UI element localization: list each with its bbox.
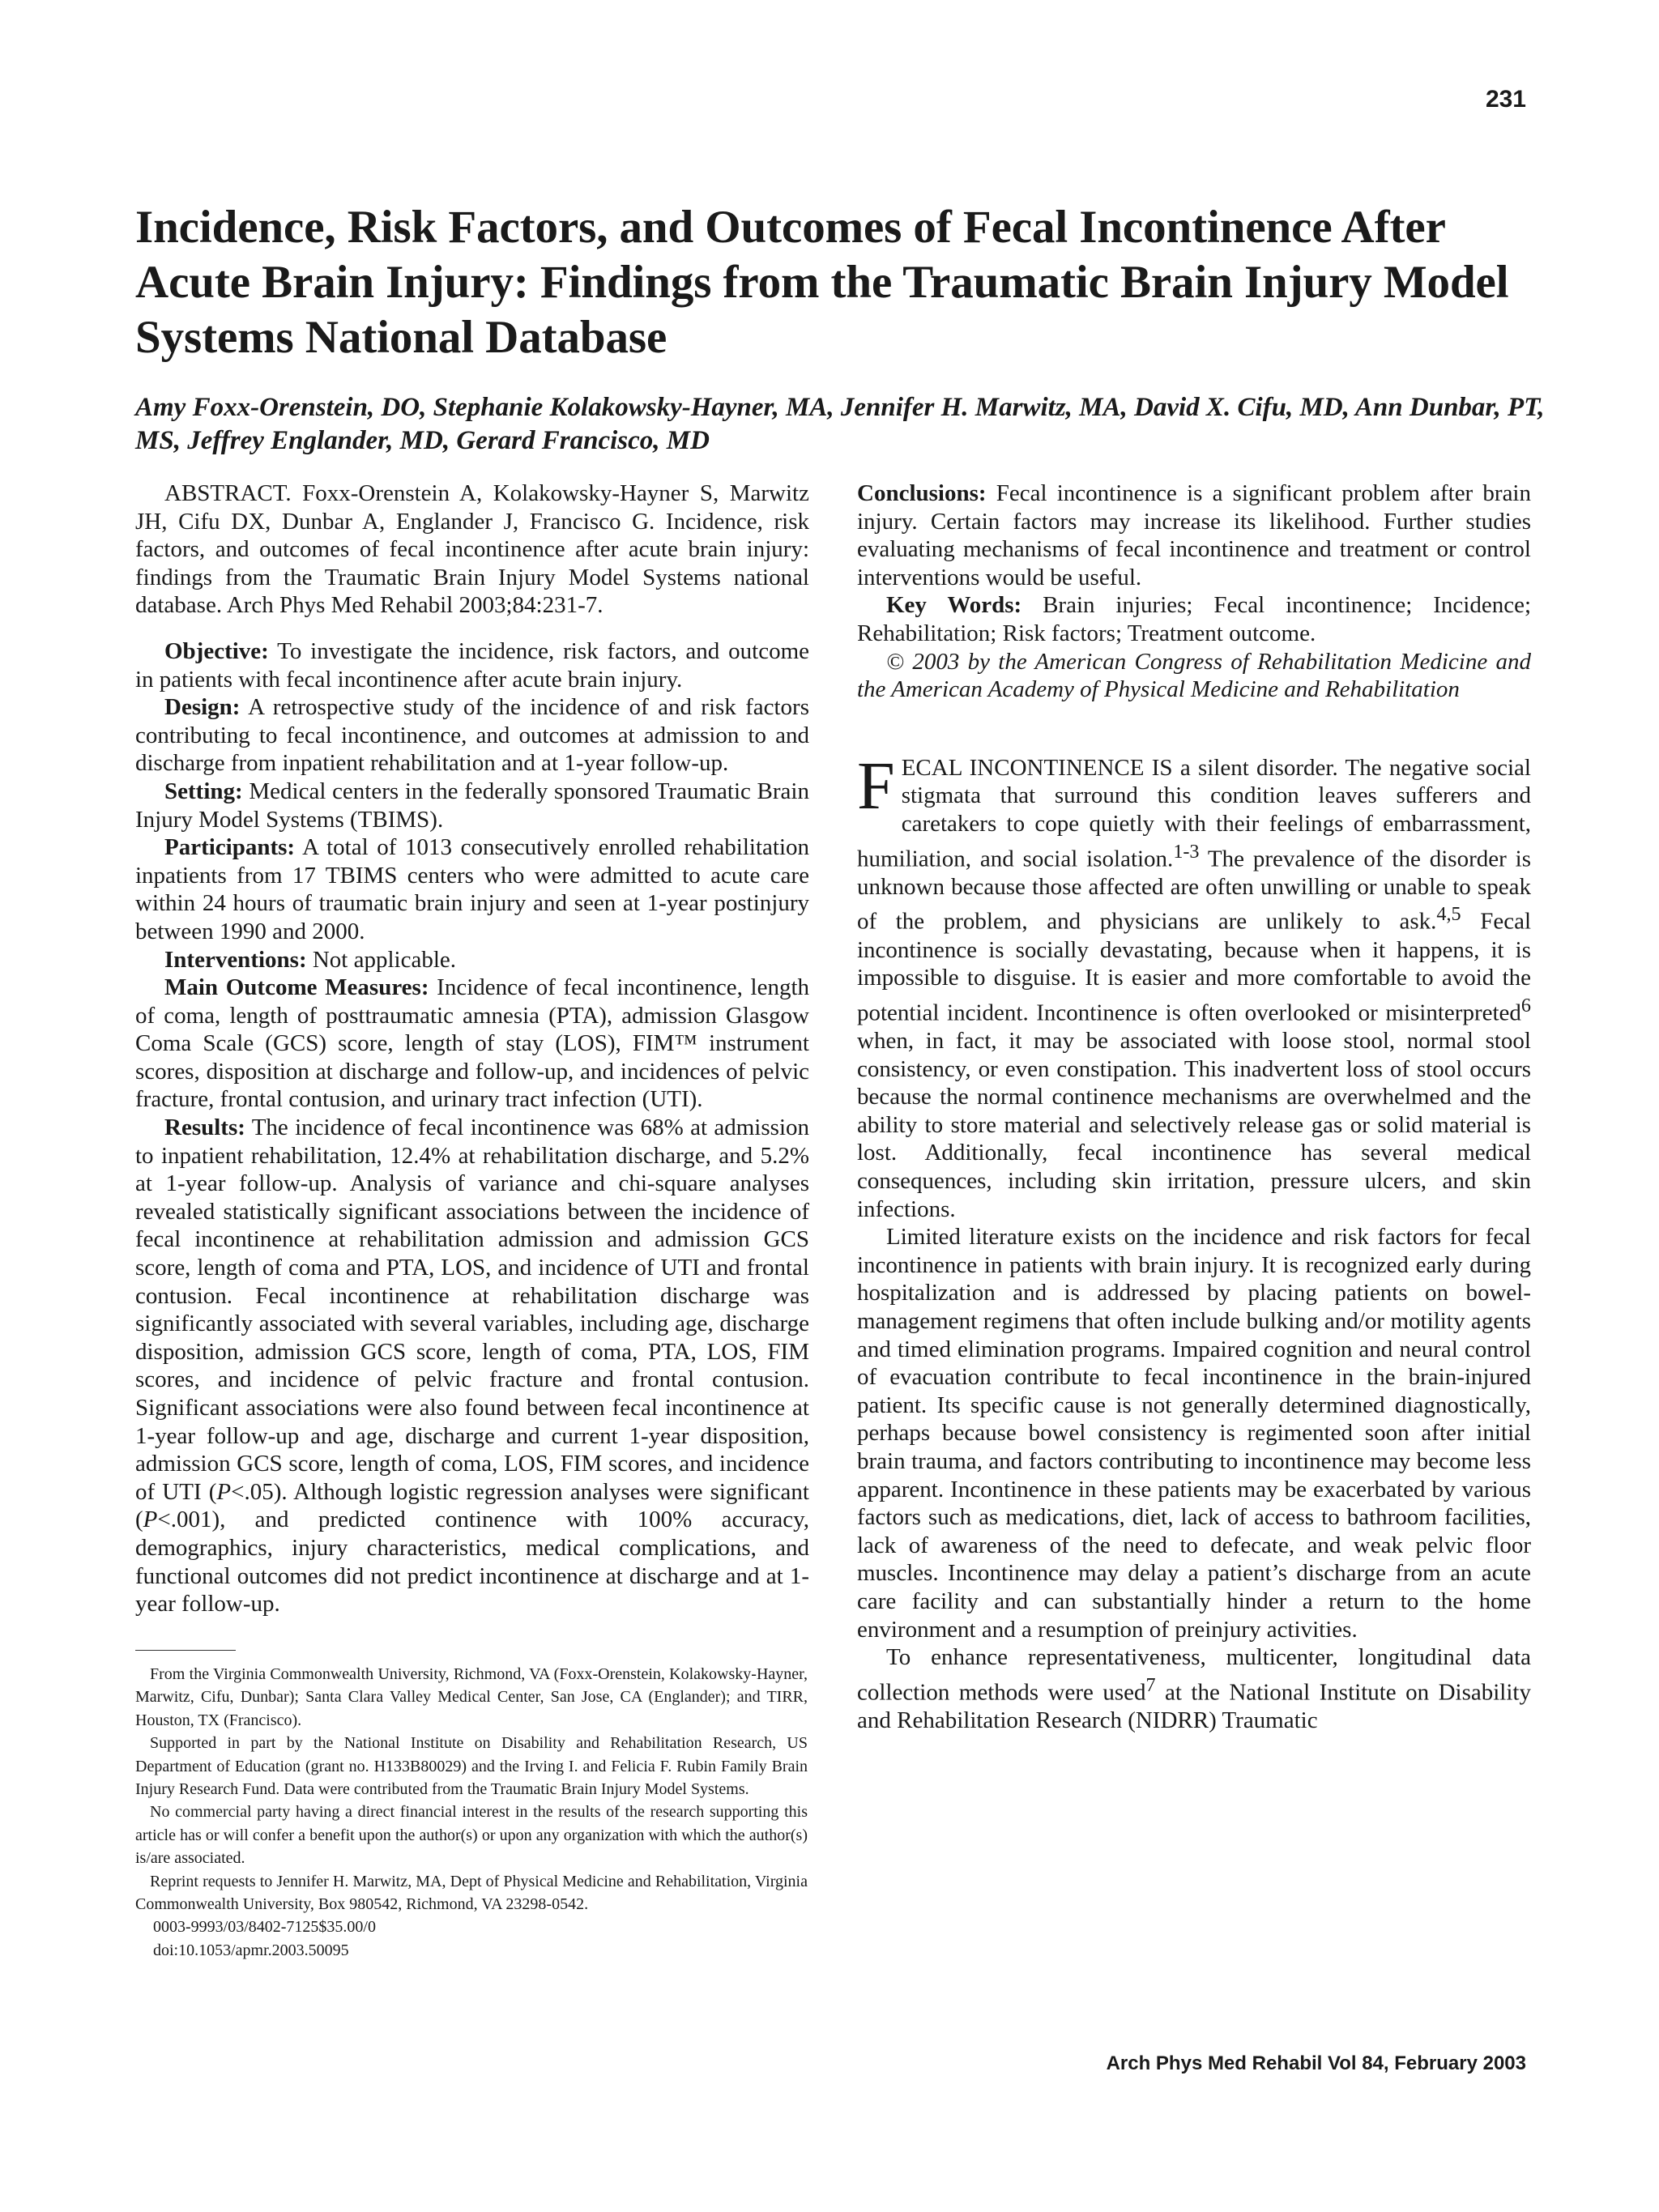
results-text-end: <.001), and predicted continence with 100% accuracy, demographics, injury characteristics, medical complications, and functional outcomes did not predict incontinence at discharge and at 1-year follow-up. bbox=[135, 1507, 809, 1617]
footnote-conflict: No commercial party having a direct financial interest in the results of the research supporting this article has or will confer a benefit upon the author(s) or upon any organization with which the author(s) is/are associated. bbox=[135, 1803, 808, 1868]
p-value-symbol: P bbox=[143, 1507, 158, 1533]
conclusions-text: Fecal incontinence is a significant problem after brain injury. Certain factors may increase its likelihood. Further studies evaluating mechanisms of fecal incontinence and treatment or control interventions would be useful. bbox=[857, 480, 1531, 590]
intro-text-1a: ECAL INCONTINENCE IS a silent disorder. The negative social stigmata that surround this condition leaves sufferers and caretakers to cope quietly with their feelings of embarrassment, humiliation, and social isolation. bbox=[857, 754, 1531, 872]
article-column-right bbox=[857, 479, 1531, 1735]
design-label: Design: bbox=[164, 694, 241, 721]
citation-ref: 6 bbox=[1520, 994, 1531, 1016]
abstract-outcome-measures bbox=[135, 974, 809, 1114]
participants-text: A total of 1013 consecutively enrolled rehabilitation inpatients from 17 TBIMS centers who were admitted to acute care within 24 hours of traumatic brain injury and seen at 1-year postinjury between 1990 and 2000. bbox=[135, 834, 809, 944]
outcome-label: Main Outcome Measures: bbox=[164, 974, 429, 1001]
intro-text-3a: To enhance representativeness, multicenter, longitudinal data collection methods were used bbox=[857, 1644, 1531, 1706]
intro-text-3b: at the National Institute on Disability and Rehabilitation Research (NIDRR) Traumatic bbox=[857, 1679, 1531, 1733]
author-list: Amy Foxx-Orenstein, DO, Stephanie Kolakowsky-Hayner, MA, Jennifer H. Marwitz, MA, David X. Cifu, MD, Ann Dunbar, PT, MS, Jeffrey Englander, MD, Gerard Francisco, MD bbox=[135, 393, 1545, 455]
abstract-objective bbox=[135, 637, 809, 693]
citation-ref: 7 bbox=[1145, 1673, 1156, 1696]
intro-paragraph-3 bbox=[857, 1643, 1531, 1734]
abstract-keywords bbox=[857, 591, 1531, 647]
footnotes bbox=[135, 1663, 808, 1962]
abstract-participants bbox=[135, 833, 809, 945]
abstract-setting bbox=[135, 778, 809, 833]
abstract-design bbox=[135, 693, 809, 778]
copyright-text: © 2003 by the American Congress of Rehabilitation Medicine and the American Academy of Physical Medicine and Rehabilitation bbox=[857, 648, 1531, 703]
footnote-rule bbox=[135, 1650, 236, 1651]
intro-text-1d: when, in fact, it may be associated with loose stool, normal stool consistency, or even constipation. This inadvertent loss of stool occurs because the normal continence mechanisms are overwhelmed and the ability to store material and selectively release gas or solid material is lost. Additionally, fecal incontinence has several medical consequences, including skin irritation, pressure ulcers, and skin infections. bbox=[857, 1028, 1531, 1222]
citation-ref: 1-3 bbox=[1173, 840, 1200, 863]
drop-cap: F bbox=[857, 748, 895, 824]
results-label: Results: bbox=[164, 1115, 245, 1141]
footnote-funding: Supported in part by the National Institute on Disability and Rehabilitation Research, US Department of Education (grant no. H133B80029) and the Irving I. and Felicia F. Rubin Family Brain Injury Research Fund. Data were contributed from the Traumatic Brain Injury Model Systems. bbox=[135, 1734, 808, 1799]
abstract-citation: ABSTRACT. Foxx-Orenstein A, Kolakowsky-Hayner S, Marwitz JH, Cifu DX, Dunbar A, Englander J, Francisco G. Incidence, risk factors, and outcomes of fecal incontinence after acute brain injury: findings from the Traumatic Brain Injury Model Systems national database. Arch Phys Med Rehabil 2003;84:231-7. bbox=[135, 480, 809, 619]
footnote-reprints: Reprint requests to Jennifer H. Marwitz, MA, Dept of Physical Medicine and Rehabilitation, Virginia Commonwealth University, Box 980542, Richmond, VA 23298-0542. bbox=[135, 1872, 808, 1914]
copyright-notice bbox=[857, 648, 1531, 704]
keywords-label: Key Words: bbox=[886, 592, 1022, 619]
objective-text: To investigate the incidence, risk factors, and outcome in patients with fecal incontinence after acute brain injury. bbox=[135, 637, 809, 693]
design-text: A retrospective study of the incidence of and risk factors contributing to fecal incontinence, and outcomes at admission to and discharge from inpatient rehabilitation and at 1-year follow-up. bbox=[135, 694, 809, 777]
running-footer: Arch Phys Med Rehabil Vol 84, February 2003 bbox=[1106, 2052, 1526, 2074]
participants-label: Participants: bbox=[164, 834, 296, 861]
intro-paragraph-1 bbox=[857, 748, 1531, 1223]
footnote-issn: 0003-9993/03/8402-7125$35.00/0 bbox=[153, 1918, 376, 1937]
setting-label: Setting: bbox=[164, 778, 243, 804]
abstract-interventions bbox=[135, 946, 809, 974]
abstract-column-left bbox=[135, 479, 809, 1618]
objective-label: Objective: bbox=[164, 637, 269, 664]
results-text: The incidence of fecal incontinence was 68% at admission to inpatient rehabilitation, 12.4% at rehabilitation discharge, and 5.2% at 1-year follow-up. Analysis of variance and chi-square analyses revealed statistically significant associations between the incidence of fecal incontinence at rehabilitation admission and admission GCS score, length of coma and PTA, LOS, and incidence of UTI and frontal contusion. Fecal incontinence at rehabilitation discharge was significantly associated with several variables, including age, discharge disposition, admission GCS score, length of coma, PTA, LOS, FIM scores, and incidence of pelvic fracture and frontal contusion. Significant associations were also found between fecal incontinence at 1-year follow-up and age, discharge and current 1-year disposition, admission GCS score, length of coma, LOS, FIM scores, and incidence of UTI ( bbox=[135, 1115, 809, 1505]
intro-paragraph-2: Limited literature exists on the incidence and risk factors for fecal incontinence in patients with brain injury. It is recognized early during hospitalization and is addressed by placing patients on bowel-management regimens that often include bulking and/or motility agents and timed elimination programs. Impaired cognition and neural control of evacuation contribute to fecal incontinence in the brain-injured patient. Its specific cause is not generally determined diagnostically, perhaps because bowel consistency is regimented soon after initial brain trauma, and factors contributing to incontinence may become less apparent. Incontinence in these patients may be exacerbated by various factors such as medications, diet, lack of access to bathroom facilities, lack of awareness of the need to defecate, and weak pelvic floor muscles. Incontinence may delay a patient’s discharge from an acute care facility and can substantially hinder a return to the home environment and a resumption of preinjury activities. bbox=[857, 1224, 1531, 1643]
footnote-doi: doi:10.1053/apmr.2003.50095 bbox=[153, 1941, 349, 1959]
keywords-text: Brain injuries; Fecal incontinence; Incidence; Rehabilitation; Risk factors; Treatment outcome. bbox=[857, 592, 1531, 646]
article-title: Incidence, Risk Factors, and Outcomes of Fecal Incontinence After Acute Brain Injury: Findings from the Traumatic Brain Injury Model Systems National Database bbox=[135, 202, 1509, 363]
interventions-text: Not applicable. bbox=[306, 946, 457, 973]
abstract-conclusions bbox=[857, 479, 1531, 591]
intro-text-1b: The prevalence of the disorder is unknown because those affected are often unwilling or unable to speak of the problem, and physicians are unlikely to ask. bbox=[857, 846, 1531, 936]
citation-ref: 4,5 bbox=[1436, 903, 1461, 926]
page-number: 231 bbox=[1485, 86, 1526, 113]
p-value-symbol: P bbox=[216, 1478, 232, 1505]
interventions-label: Interventions: bbox=[164, 946, 307, 973]
abstract-results bbox=[135, 1114, 809, 1618]
outcome-text: Incidence of fecal incontinence, length of coma, length of posttraumatic amnesia (PTA), admission Glasgow Coma Scale (GCS) score, length of stay (LOS), FIM™ instrument scores, disposition at discharge and follow-up, and incidences of pelvic fracture, frontal contusion, and urinary tract infection (UTI). bbox=[135, 974, 809, 1113]
footnote-affiliations: From the Virginia Commonwealth University, Richmond, VA (Foxx-Orenstein, Kolakowsky-Hayner, Marwitz, Cifu, Dunbar); Santa Clara Valley Medical Center, San Jose, CA (Englander); and TIRR, Houston, TX (Francisco). bbox=[135, 1665, 808, 1729]
results-text-mid: <.05). Although logistic regression analyses were significant ( bbox=[135, 1478, 809, 1533]
conclusions-label: Conclusions: bbox=[857, 480, 987, 506]
setting-text: Medical centers in the federally sponsored Traumatic Brain Injury Model Systems (TBIMS). bbox=[135, 778, 809, 833]
intro-text-1c: Fecal incontinence is socially devastating, because when it happens, it is impossible to disguise. It is easier and more comfortable to avoid the potential incident. Incontinence is often overlooked or misinterpreted bbox=[857, 909, 1531, 1026]
